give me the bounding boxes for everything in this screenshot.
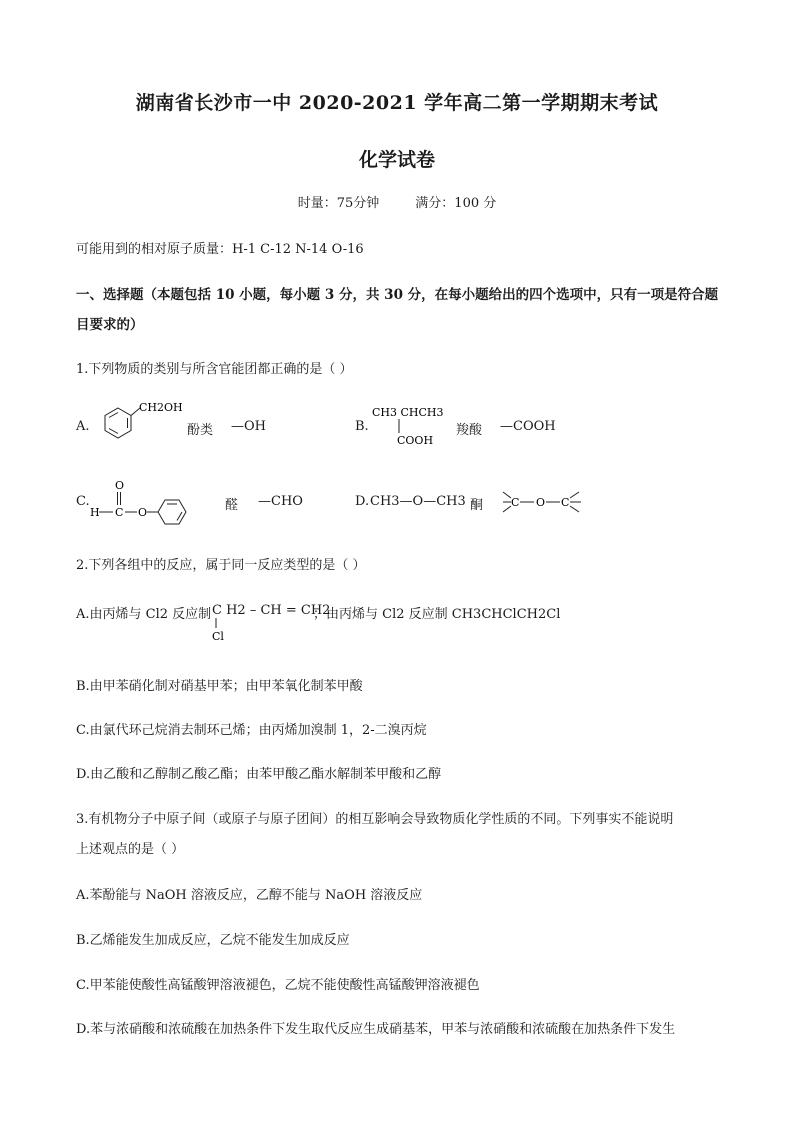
q2-a-cl-branch xyxy=(209,617,239,643)
q2-a-part2: ；由丙烯与 Cl2 反应制 CH3CHClCH2Cl xyxy=(313,607,561,622)
full-score: 满分：100 分 xyxy=(415,196,497,211)
q1-c-group: —CHO xyxy=(258,494,303,509)
q3-option-a: A.苯酚能与 NaOH 溶液反应，乙醇不能与 NaOH 溶液反应 xyxy=(76,888,423,903)
q1-a-group: —OH xyxy=(231,419,266,434)
atomic-masses: 可能用到的相对原子质量：H-1 C-12 N-14 O-16 xyxy=(76,242,364,257)
q3-stem-line1: 3.有机物分子中原子间（或原子与原子团间）的相互影响会导致物质化学性质的不同。下列事实不能说明 xyxy=(76,812,674,827)
c-o: O xyxy=(138,506,148,519)
q2-option-d: D.由乙酸和乙醇制乙酸乙酯；由苯甲酸乙酯水解制苯甲酸和乙醇 xyxy=(76,767,442,782)
q3-option-c: C.甲苯能使酸性高锰酸钾溶液褪色，乙烷不能使酸性高锰酸钾溶液褪色 xyxy=(76,978,480,993)
q2-a-part1: A.由丙烯与 Cl2 反应制 xyxy=(76,607,212,622)
q1-stem: 1.下列物质的类别与所含官能团都正确的是（ ） xyxy=(76,362,353,377)
b-struct-top: CH3 CHCH3 xyxy=(372,406,444,419)
q1-option-c-letter: C. xyxy=(76,494,90,509)
q3-option-b: B.乙烯能发生加成反应，乙烷不能发生加成反应 xyxy=(76,933,350,948)
q1-b-category: 羧酸 xyxy=(456,423,483,438)
q1-d-formula: CH3—O—CH3 xyxy=(370,494,466,509)
q2-a-struct: C H2 – CH = CH2 xyxy=(212,603,331,618)
benzyl-alcohol-structure xyxy=(88,396,183,448)
q2-option-b: B.由甲苯硝化制对硝基甲苯；由甲苯氧化制苯甲酸 xyxy=(76,679,363,694)
q1-option-b-letter: B. xyxy=(355,419,369,434)
exam-subject: 化学试卷 xyxy=(358,149,435,171)
q1-a-category: 酚类 xyxy=(187,423,214,438)
q3-option-d: D.苯与浓硝酸和浓硫酸在加热条件下发生取代反应生成硝基苯，甲苯与浓硝酸和浓硫酸在加热条件下发生 xyxy=(76,1022,676,1037)
d-c-left: C xyxy=(511,496,520,509)
phenyl-formate-structure xyxy=(88,474,208,526)
q1-option-a-letter: A. xyxy=(76,419,90,434)
q3-stem-line2: 上述观点的是（ ） xyxy=(76,842,185,857)
c-o-top: O xyxy=(115,479,125,492)
exam-meta xyxy=(0,192,794,211)
q1-option-d-letter: D. xyxy=(355,494,370,509)
q1-b-group: —COOH xyxy=(500,419,556,434)
d-o: O xyxy=(536,496,546,509)
q1-d-category: 酮 xyxy=(470,498,484,513)
q2-a-cl: Cl xyxy=(212,630,224,643)
section-heading-line2: 目要求的） xyxy=(76,317,144,333)
isobutyric-acid-structure xyxy=(368,402,448,448)
q1-c-category: 醛 xyxy=(225,498,239,513)
ether-group-structure xyxy=(500,484,590,520)
ch2oh-label: CH2OH xyxy=(139,401,183,414)
c-h: H xyxy=(90,506,100,519)
c-c: C xyxy=(115,506,124,519)
q2-option-c: C.由氯代环己烷消去制环己烯；由丙烯加溴制 1，2-二溴丙烷 xyxy=(76,723,427,738)
exam-title: 湖南省长沙市一中 2020-2021 学年高二第一学期期末考试 xyxy=(135,92,659,114)
b-struct-bottom: COOH xyxy=(397,434,434,447)
d-c-right: C xyxy=(561,496,570,509)
q2-stem: 2.下列各组中的反应，属于同一反应类型的是（ ） xyxy=(76,558,366,573)
time-limit: 时量：75分钟 xyxy=(297,196,380,211)
section-heading-line1: 一、选择题（本题包括 10 小题，每小题 3 分，共 30 分，在每小题给出的四个选项中，只有一项是符合题 xyxy=(76,287,719,303)
